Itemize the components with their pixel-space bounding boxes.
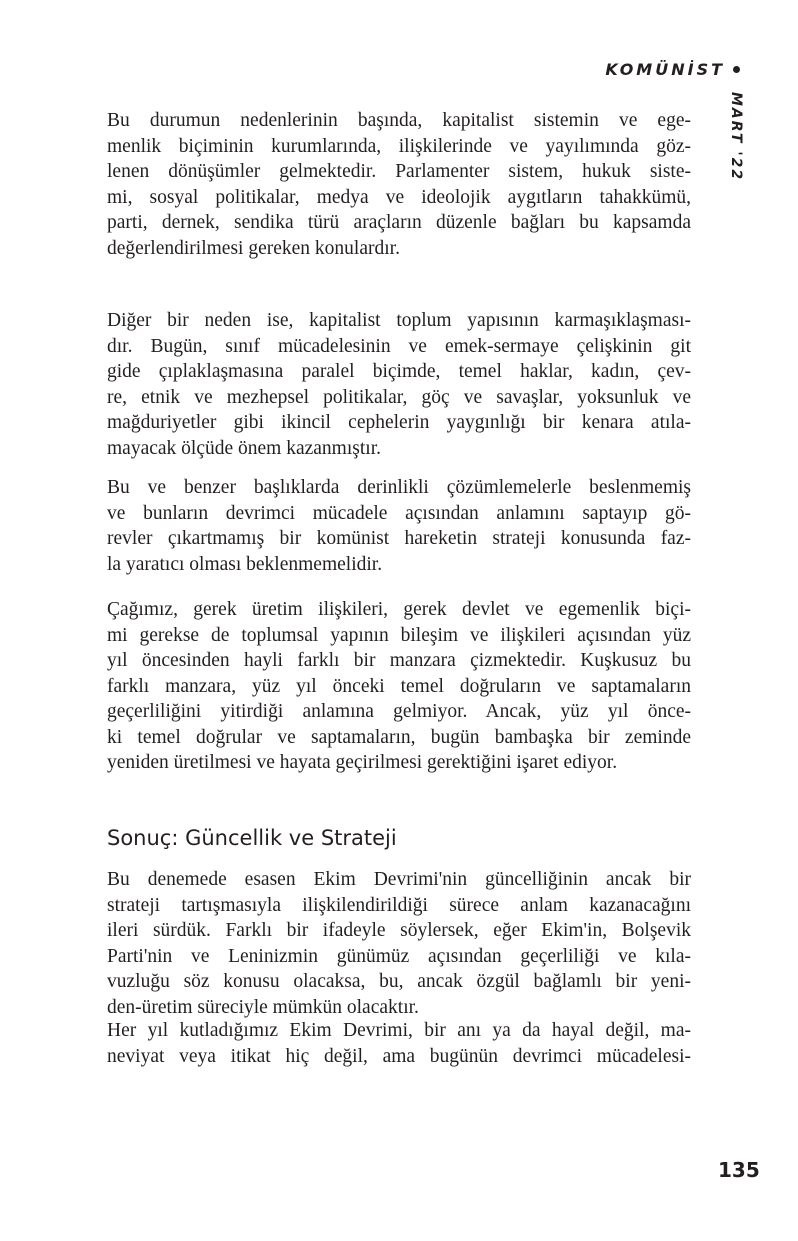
text-line: lenen dönüşümler gelmektedir. Parlamenter sistem, hukuk siste-	[107, 161, 691, 182]
text-line: Çağımız, gerek üretim ilişkileri, gerek devlet ve egemenlik biçi-	[107, 599, 691, 620]
text-line: mi gerekse de toplumsal yapının bileşim ve ilişkileri açısından yüz	[107, 624, 691, 646]
text-line: menlik biçiminin kurumlarında, ilişkilerinde ve yayılımında göz-	[107, 135, 691, 157]
paragraph	[107, 108, 691, 261]
text-line: dır. Bugün, sınıf mücadelesinin ve emek-sermaye çelişkinin git	[107, 335, 691, 357]
text-line: Bu ve benzer başlıklarda derinlikli çözümlemelerle beslenmemiş	[107, 477, 691, 498]
text-line: vuzluğu söz konusu olacaksa, bu, ancak özgül bağlamlı bir yeni-	[107, 971, 691, 992]
text-line: mağduriyetler gibi ikincil cephelerin yaygınlığı bir kenara atıla-	[107, 412, 691, 433]
page-number: 135	[718, 1158, 760, 1182]
text-line: re, etnik ve mezhepsel politikalar, göç ve savaşlar, yoksunluk ve	[107, 386, 691, 408]
running-header-title: KOMÜNİST	[605, 60, 725, 79]
text-line: parti, dernek, sendika türü araçların düzenle bağları bu kapsamda	[107, 212, 691, 233]
text-line: farklı manzara, yüz yıl önceki temel doğruların ve saptamaların	[107, 675, 691, 697]
section-heading: Sonuç: Güncellik ve Strateji	[107, 826, 397, 850]
text-line: Diğer bir neden ise, kapitalist toplum yapısının karmaşıklaşması-	[107, 310, 691, 331]
paragraph	[107, 308, 691, 461]
text-line: gide çıplaklaşmasına paralel biçimde, temel haklar, kadın, çev-	[107, 361, 691, 382]
running-header-issue: MART '22	[728, 92, 744, 182]
text-line: yeniden üretilmesi ve hayata geçirilmesi gerektiğini işaret ediyor.	[107, 752, 618, 773]
text-line: revler çıkartmamış bir komünist hareketin strateji konusunda faz-	[107, 528, 691, 549]
text-line: ileri sürdük. Farklı bir ifadeyle söylersek, eğer Ekim'in, Bolşevik	[107, 920, 691, 941]
header-bullet	[733, 66, 740, 73]
text-line: değerlendirilmesi gereken konulardır.	[107, 237, 400, 259]
text-line: mi, sosyal politikalar, medya ve ideolojik aygıtların tahakkümü,	[107, 186, 691, 208]
text-line: la yaratıcı olması beklenmemelidir.	[107, 553, 383, 575]
text-line: Parti'nin ve Leninizmin günümüz açısından geçerliliği ve kıla-	[107, 945, 691, 967]
text-line: Her yıl kutladığımız Ekim Devrimi, bir anı ya da hayal değil, ma-	[107, 1020, 691, 1041]
text-line: geçerliliğini yitirdiği anlamına gelmiyor. Ancak, yüz yıl önce-	[107, 701, 691, 722]
text-line: yıl öncesinden hayli farklı bir manzara çizmektedir. Kuşkusuz bu	[107, 650, 691, 671]
text-line: mayacak ölçüde önem kazanmıştır.	[107, 437, 381, 459]
text-line: ve bunların devrimci mücadele açısından anlamını saptayıp gö-	[107, 502, 691, 524]
text-line: neviyat veya itikat hiç değil, ama bugünün devrimci mücadelesi-	[107, 1045, 691, 1067]
text-line: Bu denemede esasen Ekim Devrimi'nin güncelliğinin ancak bir	[107, 869, 691, 890]
paragraph	[107, 475, 691, 577]
paragraph	[107, 867, 691, 1020]
text-line: strateji tartışmasıyla ilişkilendirildiği sürece anlam kazanacağını	[107, 894, 691, 916]
paragraph	[107, 597, 691, 776]
text-line: ki temel doğrular ve saptamaların, bugün bambaşka bir zeminde	[107, 726, 691, 748]
text-line: Bu durumun nedenlerinin başında, kapitalist sistemin ve ege-	[107, 110, 691, 131]
text-line: den-üretim süreciyle mümkün olacaktır.	[107, 996, 419, 1018]
paragraph	[107, 1018, 691, 1069]
